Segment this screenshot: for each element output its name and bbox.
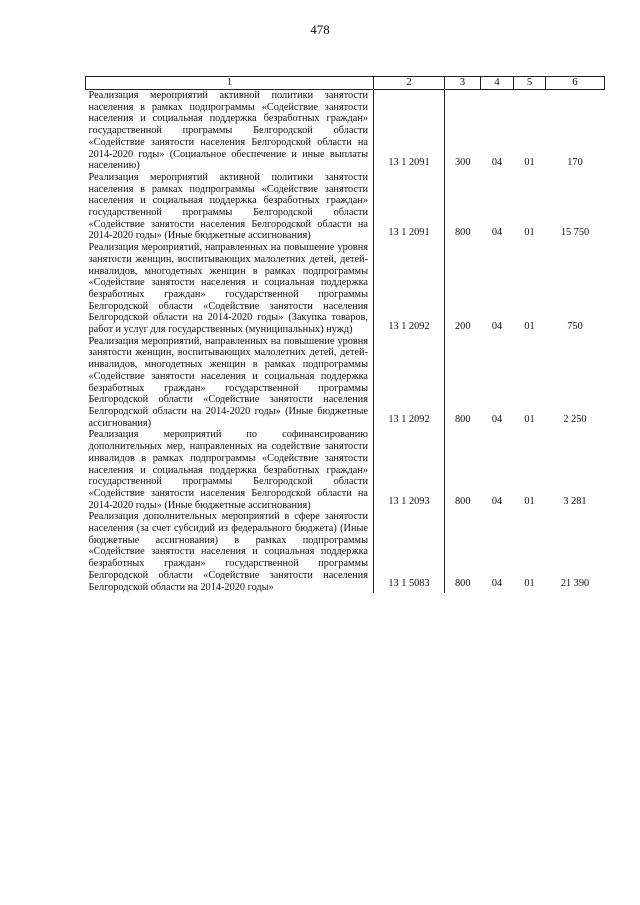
- row-section: 04: [491, 578, 503, 590]
- table-row: [86, 336, 605, 430]
- row-target-code: 13 1 2093: [374, 429, 445, 511]
- row-target-code: 13 1 5083: [374, 511, 445, 593]
- row-description: Реализация мероприятий по софинансированию дополнительных мер, направленных на содействие занятости инвалидов в рамках подпрограммы «Содействие занятости населения и социальная поддержка безработных граждан» государственной программы Белгородской области «Содействие занятости населения Белгородской области на 2014-2020 годы» (Иные бюджетные ассигнования): [86, 429, 374, 511]
- row-subsection: 01: [524, 414, 535, 426]
- row-description: Реализация мероприятий активной политики занятости населения в рамках подпрограммы «Содействие занятости населения и социальная поддержка безработных граждан» государственной программы Белгородской области «Содействие занятости населения Белгородской области на 2014-2020 годы» (Социальное обеспечение и иные выплаты населению): [86, 90, 374, 172]
- header-col-2: 2: [374, 77, 445, 90]
- row-target-code: 13 1 2091: [374, 90, 445, 172]
- row-target-code: 13 1 2092: [374, 336, 445, 430]
- row-expense-type: 800: [455, 227, 471, 239]
- row-expense-type: 300: [455, 156, 471, 168]
- row-amount: 3 281: [563, 496, 587, 508]
- row-subsection: 01: [524, 156, 535, 168]
- table-row: [86, 172, 605, 242]
- row-subsection: 01: [524, 320, 535, 332]
- header-col-1: 1: [86, 77, 374, 90]
- row-section: 04: [491, 156, 503, 168]
- row-expense-type: 800: [455, 578, 471, 590]
- page-number: 478: [310, 22, 330, 37]
- header-col-6: 6: [546, 77, 605, 90]
- header-col-4: 4: [481, 77, 514, 90]
- row-subsection: 01: [524, 496, 535, 508]
- row-expense-type: 800: [455, 414, 471, 426]
- row-expense-type: 200: [455, 320, 471, 332]
- row-description: Реализация дополнительных мероприятий в сфере занятости населения (за счет субсидий из федерального бюджета) (Иные бюджетные ассигнования) в рамках подпрограммы «Содействие занятости населения и социальная поддержка безработных граждан» государственной программы Белгородской области «Содействие занятости населения Белгородской области на 2014-2020 годы»: [86, 511, 374, 593]
- row-section: 04: [491, 227, 503, 239]
- row-expense-type: 800: [455, 496, 471, 508]
- row-amount: 170: [567, 156, 583, 168]
- table-row: [86, 90, 605, 172]
- row-description: Реализация мероприятий активной политики занятости населения в рамках подпрограммы «Содействие занятости населения и социальная поддержка безработных граждан» государственной программы Белгородской области «Содействие занятости населения Белгородской области на 2014-2020 годы» (Иные бюджетные ассигнования): [86, 172, 374, 242]
- row-amount: 2 250: [563, 414, 587, 426]
- header-col-5: 5: [514, 77, 546, 90]
- row-amount: 21 390: [560, 578, 590, 590]
- row-amount: 15 750: [560, 227, 590, 239]
- budget-table: [85, 76, 605, 593]
- row-description: Реализация мероприятий, направленных на повышение уровня занятости женщин, воспитывающих малолетних детей, детей-инвалидов, многодетных женщин в рамках подпрограммы «Содействие занятости населения и социальная поддержка безработных граждан» государственной программы Белгородской области «Содействие занятости населения Белгородской области на 2014-2020 годы» (Закупка товаров, работ и услуг для государственных (муниципальных) нужд): [86, 242, 374, 336]
- table-row: [86, 511, 605, 593]
- row-subsection: 01: [524, 227, 535, 239]
- row-section: 04: [491, 414, 503, 426]
- row-target-code: 13 1 2092: [374, 242, 445, 336]
- row-section: 04: [491, 320, 503, 332]
- table-row: [86, 429, 605, 511]
- table-header-row: [86, 77, 605, 90]
- row-amount: 750: [567, 320, 583, 332]
- row-subsection: 01: [524, 578, 535, 590]
- table-row: [86, 242, 605, 336]
- row-target-code: 13 1 2091: [374, 172, 445, 242]
- row-section: 04: [491, 496, 503, 508]
- row-description: Реализация мероприятий, направленных на повышение уровня занятости женщин, воспитывающих малолетних детей, детей-инвалидов, многодетных женщин в рамках подпрограммы «Содействие занятости населения и социальная поддержка безработных граждан» государственной программы Белгородской области «Содействие занятости населения Белгородской области на 2014-2020 годы» (Иные бюджетные ассигнования): [86, 336, 374, 430]
- header-col-3: 3: [445, 77, 481, 90]
